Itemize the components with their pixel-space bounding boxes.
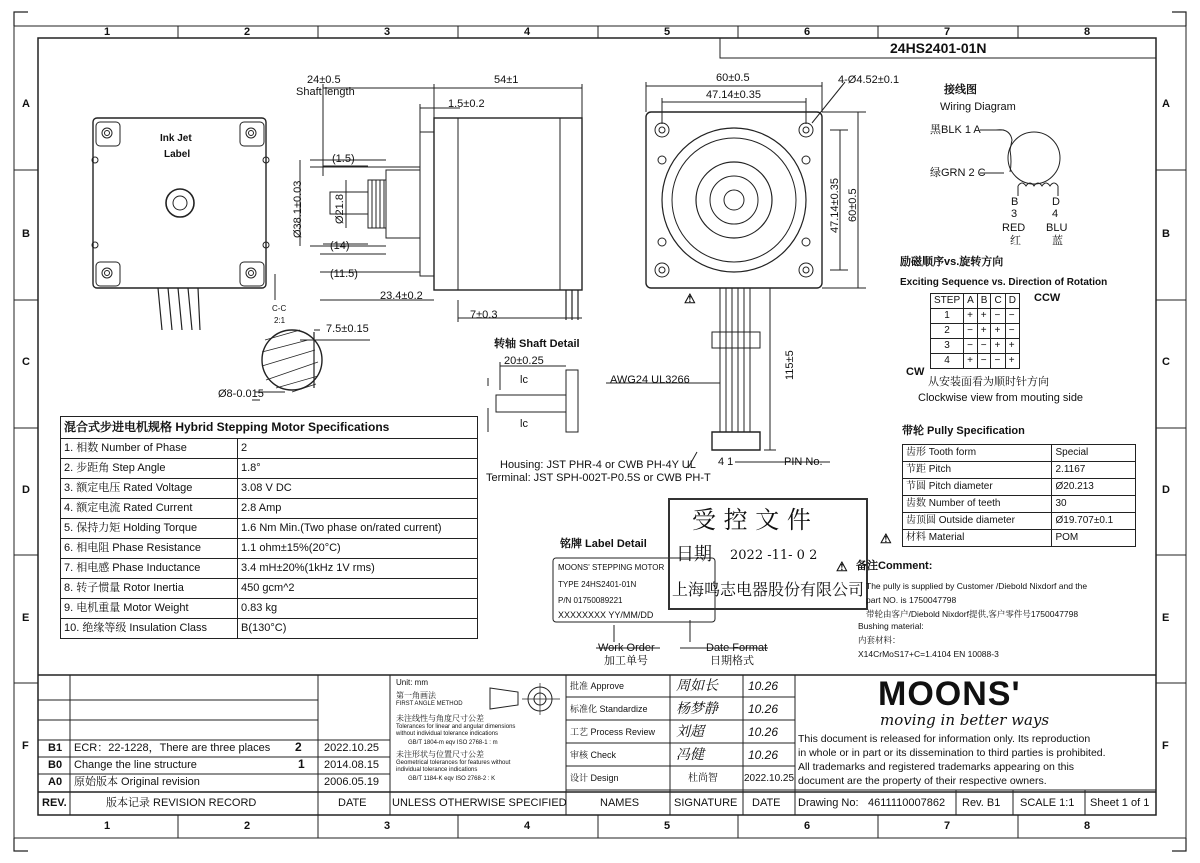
row-label-c: C — [22, 356, 30, 368]
dim-height-47: 47.14±0.35 — [829, 178, 841, 233]
dim-dia-21: Ø21.8 — [334, 194, 346, 224]
spec-value: B(130°C) — [238, 619, 478, 639]
wiring-blu: BLU — [1046, 222, 1068, 234]
stamp-date-label: 日期 — [676, 544, 712, 565]
notice-line-1: This document is released for information only. Its reproduction — [798, 733, 1091, 745]
col-label-6: 6 — [804, 26, 811, 38]
rev-date: 2006.05.19 — [324, 776, 380, 788]
wire-terminal: Terminal: JST SPH-002T-P0.5S or CWB PH-T — [486, 472, 711, 484]
footer-sheet: Sheet 1 of 1 — [1090, 797, 1150, 809]
spec-title: 混合式步进电机规格 Hybrid Stepping Motor Specifications — [61, 417, 478, 439]
wire-pin-no: PIN No. — [784, 456, 823, 468]
section-scale: 2:1 — [274, 316, 286, 325]
dim-shaft-length-label: Shaft length — [296, 86, 355, 98]
col-label-5-bottom: 5 — [664, 820, 671, 832]
exciting-header-cell: C — [991, 294, 1005, 309]
rev-triangle: 1 — [298, 757, 305, 771]
spec-label: 10. 绝缘等级 Insulation Class — [61, 619, 238, 639]
exciting-row — [931, 324, 1020, 339]
exciting-note-cn: 从安装面看为顺时针方向 — [928, 376, 1049, 388]
section-cc: C-C — [272, 304, 287, 313]
pully-label: 节圆 Pitch diameter — [903, 479, 1052, 496]
spec-row — [61, 559, 478, 579]
exciting-cell: + — [977, 324, 991, 339]
comment-line-4: Bushing material: — [858, 621, 924, 631]
exciting-cell: + — [991, 324, 1005, 339]
row-label-b: B — [22, 228, 30, 240]
spec-value: 1.8° — [238, 459, 478, 479]
dim-paren-1-5: (1.5) — [332, 153, 355, 165]
exciting-cell: − — [964, 324, 978, 339]
exciting-table — [930, 293, 1020, 369]
dim-7: 7±0.3 — [470, 309, 498, 321]
wire-pins: 4 1 — [718, 456, 734, 468]
col-label-3-bottom: 3 — [384, 820, 391, 832]
wiring-4: 4 — [1052, 208, 1059, 220]
hdr-date2: DATE — [752, 797, 781, 809]
spec-label: 8. 转子惯量 Rotor Inertia — [61, 579, 238, 599]
exciting-cell: − — [964, 339, 978, 354]
spec-table — [60, 416, 478, 639]
rev-date: 2022.10.25 — [324, 742, 380, 754]
spec-value: 450 gcm^2 — [238, 579, 478, 599]
tol-angle-en: FIRST ANGLE METHOD — [396, 701, 463, 707]
spec-row — [61, 439, 478, 459]
rev-code: A0 — [48, 776, 63, 788]
wiring-title-en: Wiring Diagram — [940, 101, 1016, 113]
exciting-cell: 2 — [931, 324, 964, 339]
spec-value: 2 — [238, 439, 478, 459]
exciting-cw: CW — [906, 366, 925, 378]
rev-text: Change the line structure — [74, 759, 197, 771]
row-label-d-right: D — [1162, 484, 1170, 496]
row-label-c-right: C — [1162, 356, 1170, 368]
exciting-header-cell: A — [964, 294, 978, 309]
col-label-4-bottom: 4 — [524, 820, 531, 832]
approval-date: 10.26 — [748, 748, 779, 762]
spec-label: 7. 相电感 Phase Inductance — [61, 559, 238, 579]
label-line-3: P/N 01750089221 — [558, 596, 623, 605]
approval-role: 设计 Design — [570, 773, 619, 783]
row-label-e: E — [22, 612, 30, 624]
wiring-red: RED — [1002, 222, 1026, 234]
dim-width-60: 60±0.5 — [716, 72, 750, 84]
pully-title: 带轮 Pully Specification — [902, 425, 1025, 437]
approval-role: 审核 Check — [570, 750, 617, 760]
pully-value: Ø19.707±0.1 — [1052, 513, 1136, 530]
spec-label: 5. 保持力矩 Holding Torque — [61, 519, 238, 539]
pully-value: 2.1167 — [1052, 462, 1136, 479]
shaft-detail-dim: 20±0.25 — [504, 355, 544, 367]
approval-date: 10.26 — [748, 702, 779, 716]
spec-row — [61, 539, 478, 559]
pully-label: 材料 Material — [903, 530, 1052, 547]
notice-line-3: All trademarks and registered trademarks appearing on this — [798, 761, 1075, 773]
dim-holes: 4-Ø4.52±0.1 — [838, 74, 900, 86]
wiring-b: B — [1011, 196, 1019, 208]
dim-height-60: 60±0.5 — [847, 188, 859, 222]
comment-line-1: The pully is supplied by Customer /Diebold Nixdorf and the — [866, 581, 1088, 591]
dim-body-length: 54±1 — [494, 74, 519, 86]
rev-triangle-2-a: ⚠ — [684, 291, 696, 306]
pully-label: 齿形 Tooth form — [903, 445, 1052, 462]
wiring-blk: 黑BLK 1 A — [930, 124, 981, 136]
spec-title-row — [61, 417, 478, 439]
approval-date: 10.26 — [748, 725, 779, 739]
col-label-1: 1 — [104, 26, 111, 38]
wiring-title-cn: 接线图 — [944, 84, 977, 96]
row-label-a: A — [22, 98, 30, 110]
pully-value: POM — [1052, 530, 1136, 547]
wiring-blu-cn: 蓝 — [1052, 235, 1063, 247]
col-label-2-bottom: 2 — [244, 820, 251, 832]
exciting-cell: − — [1005, 324, 1019, 339]
spec-value: 3.4 mH±20%(1kHz 1V rms) — [238, 559, 478, 579]
pully-label: 节距 Pitch — [903, 462, 1052, 479]
drawing-no-label: Drawing No: — [798, 797, 859, 809]
controlled-document-stamp — [668, 498, 868, 610]
spec-row — [61, 599, 478, 619]
rev-text: 原始版本 Original revision — [74, 776, 200, 788]
dim-1-5: 1.5±0.2 — [448, 98, 485, 110]
col-label-8: 8 — [1084, 26, 1091, 38]
label-line-2: TYPE 24HS2401-01N — [558, 580, 637, 589]
comment-title: 备注Comment: — [856, 560, 933, 572]
row-label-f-right: F — [1162, 740, 1169, 752]
spec-value: 0.83 kg — [238, 599, 478, 619]
exciting-ccw: CCW — [1034, 292, 1061, 304]
dim-dia-8: Ø8-0.015 — [218, 388, 264, 400]
col-label-4: 4 — [524, 26, 531, 38]
tol-line-3: without individual tolerance indications — [396, 731, 499, 737]
exciting-cell: + — [977, 309, 991, 324]
rev-code: B1 — [48, 742, 63, 754]
wire-housing: Housing: JST PHR-4 or CWB PH-4Y UL — [500, 459, 696, 471]
drawing-no: 4611110007862 — [868, 797, 946, 809]
exciting-cell: + — [964, 354, 978, 369]
exciting-title-cn: 励磁顺序vs.旋转方向 — [900, 256, 1004, 268]
exciting-cell: − — [991, 354, 1005, 369]
spec-row — [61, 579, 478, 599]
inkjet-label-1: Ink Jet — [160, 133, 192, 144]
dim-23-4: 23.4±0.2 — [380, 290, 423, 302]
shaft-detail-lc-1: lc — [520, 374, 528, 386]
exciting-cell: − — [977, 354, 991, 369]
col-label-2: 2 — [244, 26, 251, 38]
date-format-cn: 日期格式 — [710, 655, 754, 667]
row-label-a-right: A — [1162, 98, 1170, 110]
dim-shaft-length: 24±0.5 — [307, 74, 341, 86]
exciting-cell: + — [1005, 339, 1019, 354]
pully-value: Ø20.213 — [1052, 479, 1136, 496]
part-number: 24HS2401-01N — [890, 40, 987, 56]
dim-7-5: 7.5±0.15 — [326, 323, 369, 335]
pully-label: 齿数 Number of teeth — [903, 496, 1052, 513]
label-detail-title: 铭牌 Label Detail — [560, 538, 647, 550]
rev-code: B0 — [48, 759, 63, 771]
exciting-header-cell: STEP — [931, 294, 964, 309]
spec-label: 6. 相电阻 Phase Resistance — [61, 539, 238, 559]
spec-label: 1. 相数 Number of Phase — [61, 439, 238, 459]
pully-row — [903, 445, 1136, 462]
exciting-row — [931, 309, 1020, 324]
label-line-1: MOONS' STEPPING MOTOR — [558, 563, 665, 572]
approval-date: 10.26 — [748, 679, 779, 693]
footer-scale: SCALE 1:1 — [1020, 797, 1075, 809]
exciting-cell: + — [964, 309, 978, 324]
approval-role: 标准化 Standardize — [570, 704, 648, 714]
col-label-1-bottom: 1 — [104, 820, 111, 832]
stamp-company: 上海鸣志电器股份有限公司 — [672, 580, 865, 599]
spec-label: 3. 额定电压 Rated Voltage — [61, 479, 238, 499]
rev-text: ECR：22-1228，There are three places — [74, 742, 271, 754]
label-line-4: XXXXXXXX YY/MM/DD — [558, 610, 654, 620]
notice-line-4: document are the property of their respective owners. — [798, 775, 1047, 787]
tol-line-6: Geometrical tolerances for features without — [396, 760, 511, 766]
spec-value: 1.6 Nm Min.(Two phase on/rated current) — [238, 519, 478, 539]
wiring-red-cn: 红 — [1010, 235, 1021, 247]
comment-line-2: part NO. is 1750047798 — [866, 595, 957, 605]
pully-label: 齿顶圆 Outside diameter — [903, 513, 1052, 530]
col-label-3: 3 — [384, 26, 391, 38]
exciting-cell: + — [1005, 354, 1019, 369]
row-label-f: F — [22, 740, 29, 752]
approval-signature: 刘超 — [676, 724, 704, 740]
exciting-note-en: Clockwise view from mouting side — [918, 392, 1084, 404]
approval-role: 批准 Approve — [570, 681, 625, 691]
pully-row — [903, 530, 1136, 547]
spec-value: 1.1 ohm±15%(20°C) — [238, 539, 478, 559]
wiring-grn: 绿GRN 2 C — [930, 167, 986, 179]
spec-row — [61, 499, 478, 519]
footer-rev: Rev. B1 — [962, 797, 1001, 809]
exciting-header-cell: D — [1005, 294, 1019, 309]
exciting-cell: 3 — [931, 339, 964, 354]
col-label-6-bottom: 6 — [804, 820, 811, 832]
pully-row — [903, 496, 1136, 513]
tol-unit: Unit: mm — [396, 678, 428, 687]
dim-width-47: 47.14±0.35 — [706, 89, 761, 101]
exciting-cell: + — [991, 339, 1005, 354]
rev-triangle: 2 — [295, 740, 302, 754]
wiring-d: D — [1052, 196, 1060, 208]
spec-row — [61, 619, 478, 639]
tol-line-7: individual tolerance indications — [396, 767, 478, 773]
rev-triangle-2-b: ⚠ — [880, 531, 892, 546]
spec-label: 2. 步距角 Step Angle — [61, 459, 238, 479]
hdr-names: NAMES — [600, 797, 640, 809]
stamp-title: 受 控 文 件 — [692, 506, 811, 534]
approval-date: 2022.10.25 — [744, 773, 795, 784]
spec-row — [61, 479, 478, 499]
approval-signature: 冯健 — [676, 747, 704, 763]
shaft-detail-lc-2: lc — [520, 418, 528, 430]
row-label-d: D — [22, 484, 30, 496]
rev-triangle-2-c: ⚠ — [836, 559, 848, 574]
exciting-cell: − — [1005, 309, 1019, 324]
spec-label: 9. 电机重量 Motor Weight — [61, 599, 238, 619]
tol-line-2: Tolerances for linear and angular dimensions — [396, 724, 516, 730]
exciting-cell: − — [991, 309, 1005, 324]
date-format: Date Format — [706, 642, 768, 654]
dim-paren-11-5: (11.5) — [330, 268, 358, 280]
col-label-5: 5 — [664, 26, 671, 38]
wiring-3: 3 — [1011, 208, 1018, 220]
col-label-7: 7 — [944, 26, 951, 38]
hdr-unless: UNLESS OTHERWISE SPECIFIED — [392, 797, 567, 809]
notice-line-2: in whole or in part or its dissemination to third parties is prohibited. — [798, 747, 1106, 759]
tol-angle-cn: 第一角画法 — [396, 691, 436, 700]
hdr-record: 版本记录 REVISION RECORD — [106, 797, 257, 809]
comment-line-5: 内套材料： — [858, 635, 901, 645]
tol-line-5: 未注形状与位置尺寸公差 — [396, 750, 484, 759]
work-order: Work Order — [598, 642, 655, 654]
col-label-7-bottom: 7 — [944, 820, 951, 832]
dim-paren-14: (14) — [330, 240, 350, 252]
pully-value: 30 — [1052, 496, 1136, 513]
pully-row — [903, 513, 1136, 530]
approval-designer: 杜尚智 — [688, 773, 718, 784]
hdr-signature: SIGNATURE — [674, 797, 738, 809]
spec-value: 3.08 V DC — [238, 479, 478, 499]
wire-awg: AWG24 UL3266 — [610, 374, 690, 386]
comment-line-6: X14CrMoS17+C=1.4104 EN 10088-3 — [858, 649, 999, 659]
spec-label: 4. 额定电流 Rated Current — [61, 499, 238, 519]
tol-line-4: GB/T 1804-m eqv ISO 2768-1 : m — [408, 740, 498, 746]
hdr-rev: REV. — [42, 797, 67, 809]
spec-row — [61, 459, 478, 479]
work-order-cn: 加工单号 — [604, 655, 648, 667]
row-label-b-right: B — [1162, 228, 1170, 240]
dim-lead-length: 115±5 — [784, 350, 796, 380]
approval-signature: 周如长 — [676, 678, 718, 694]
exciting-title-en: Exciting Sequence vs. Direction of Rotation — [900, 277, 1108, 288]
hdr-date: DATE — [338, 797, 367, 809]
exciting-row — [931, 339, 1020, 354]
approval-role: 工艺 Process Review — [570, 727, 656, 737]
pully-row — [903, 462, 1136, 479]
brand-slogan: moving in better ways — [880, 711, 1050, 729]
col-label-8-bottom: 8 — [1084, 820, 1091, 832]
tol-line-1: 未注线性与角度尺寸公差 — [396, 714, 484, 723]
spec-value: 2.8 Amp — [238, 499, 478, 519]
pully-row — [903, 479, 1136, 496]
tol-line-8: GB/T 1184-K eqv ISO 2768-2 : K — [408, 776, 496, 782]
pully-table — [902, 444, 1136, 547]
rev-date: 2014.08.15 — [324, 759, 380, 771]
brand-logo: MOONS' — [878, 675, 1021, 713]
exciting-row — [931, 354, 1020, 369]
approval-signature: 杨梦静 — [676, 701, 718, 717]
spec-row — [61, 519, 478, 539]
row-label-e-right: E — [1162, 612, 1170, 624]
exciting-cell: − — [977, 339, 991, 354]
comment-line-3: 带轮由客户/Diebold Nixdorf提供,客户零件号1750047798 — [866, 609, 1079, 619]
exciting-header-cell: B — [977, 294, 991, 309]
exciting-header-row — [931, 294, 1020, 309]
exciting-cell: 4 — [931, 354, 964, 369]
pully-value: Special — [1052, 445, 1136, 462]
exciting-cell: 1 — [931, 309, 964, 324]
stamp-date: 2022 -11- 0 2 — [730, 548, 818, 563]
inkjet-label-2: Label — [164, 149, 191, 160]
shaft-detail-title: 转轴 Shaft Detail — [494, 338, 580, 350]
dim-dia-38: Ø38.1±0.03 — [292, 180, 304, 238]
